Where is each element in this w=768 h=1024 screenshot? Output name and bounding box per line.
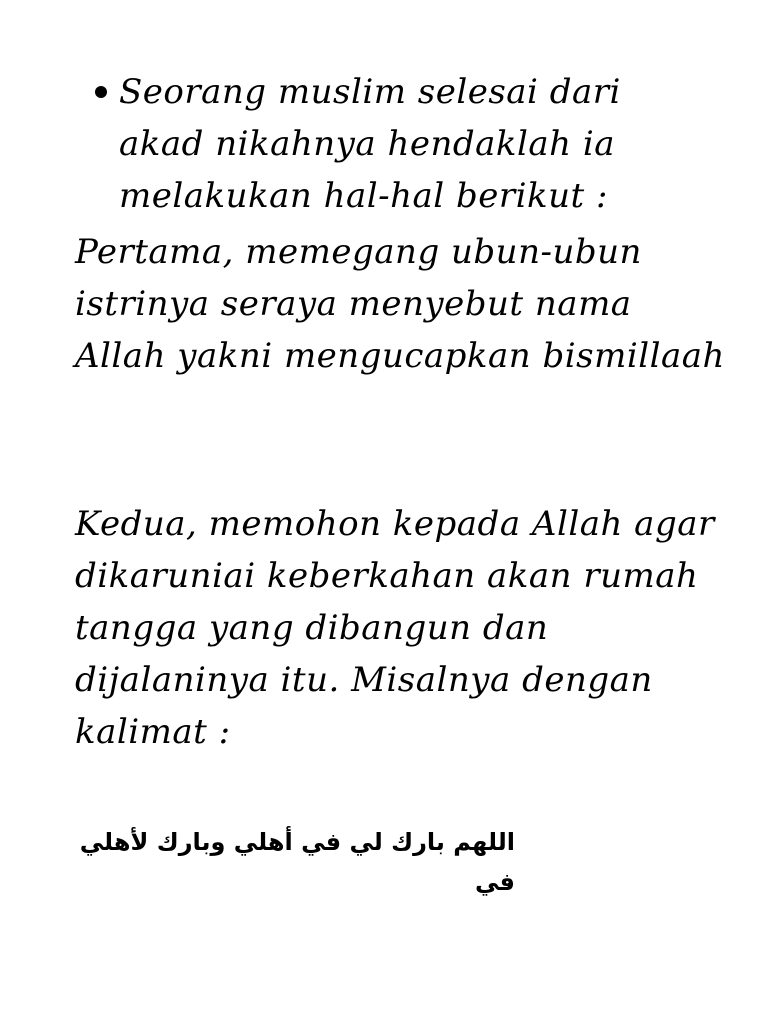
bullet-item xyxy=(95,66,715,222)
paragraph-pertama: Pertama, memegang ubun-ubun istrinya seraya menyebut nama Allah yakni mengucapkan bismillaah xyxy=(75,232,725,376)
bullet-text: Seorang muslim selesai dari akad nikahnya hendaklah ia melakukan hal-hal berikut : xyxy=(119,72,621,216)
paragraph-kedua: Kedua, memohon kepada Allah agar dikaruniai keberkahan akan rumah tangga yang dibangun dan dijalaninya itu. Misalnya dengan kalimat : xyxy=(75,504,715,752)
bullet-dot-icon xyxy=(95,86,107,98)
arabic-prayer-text: اللهم بارك لي في أهلي وبارك لأهلي في xyxy=(79,828,515,896)
